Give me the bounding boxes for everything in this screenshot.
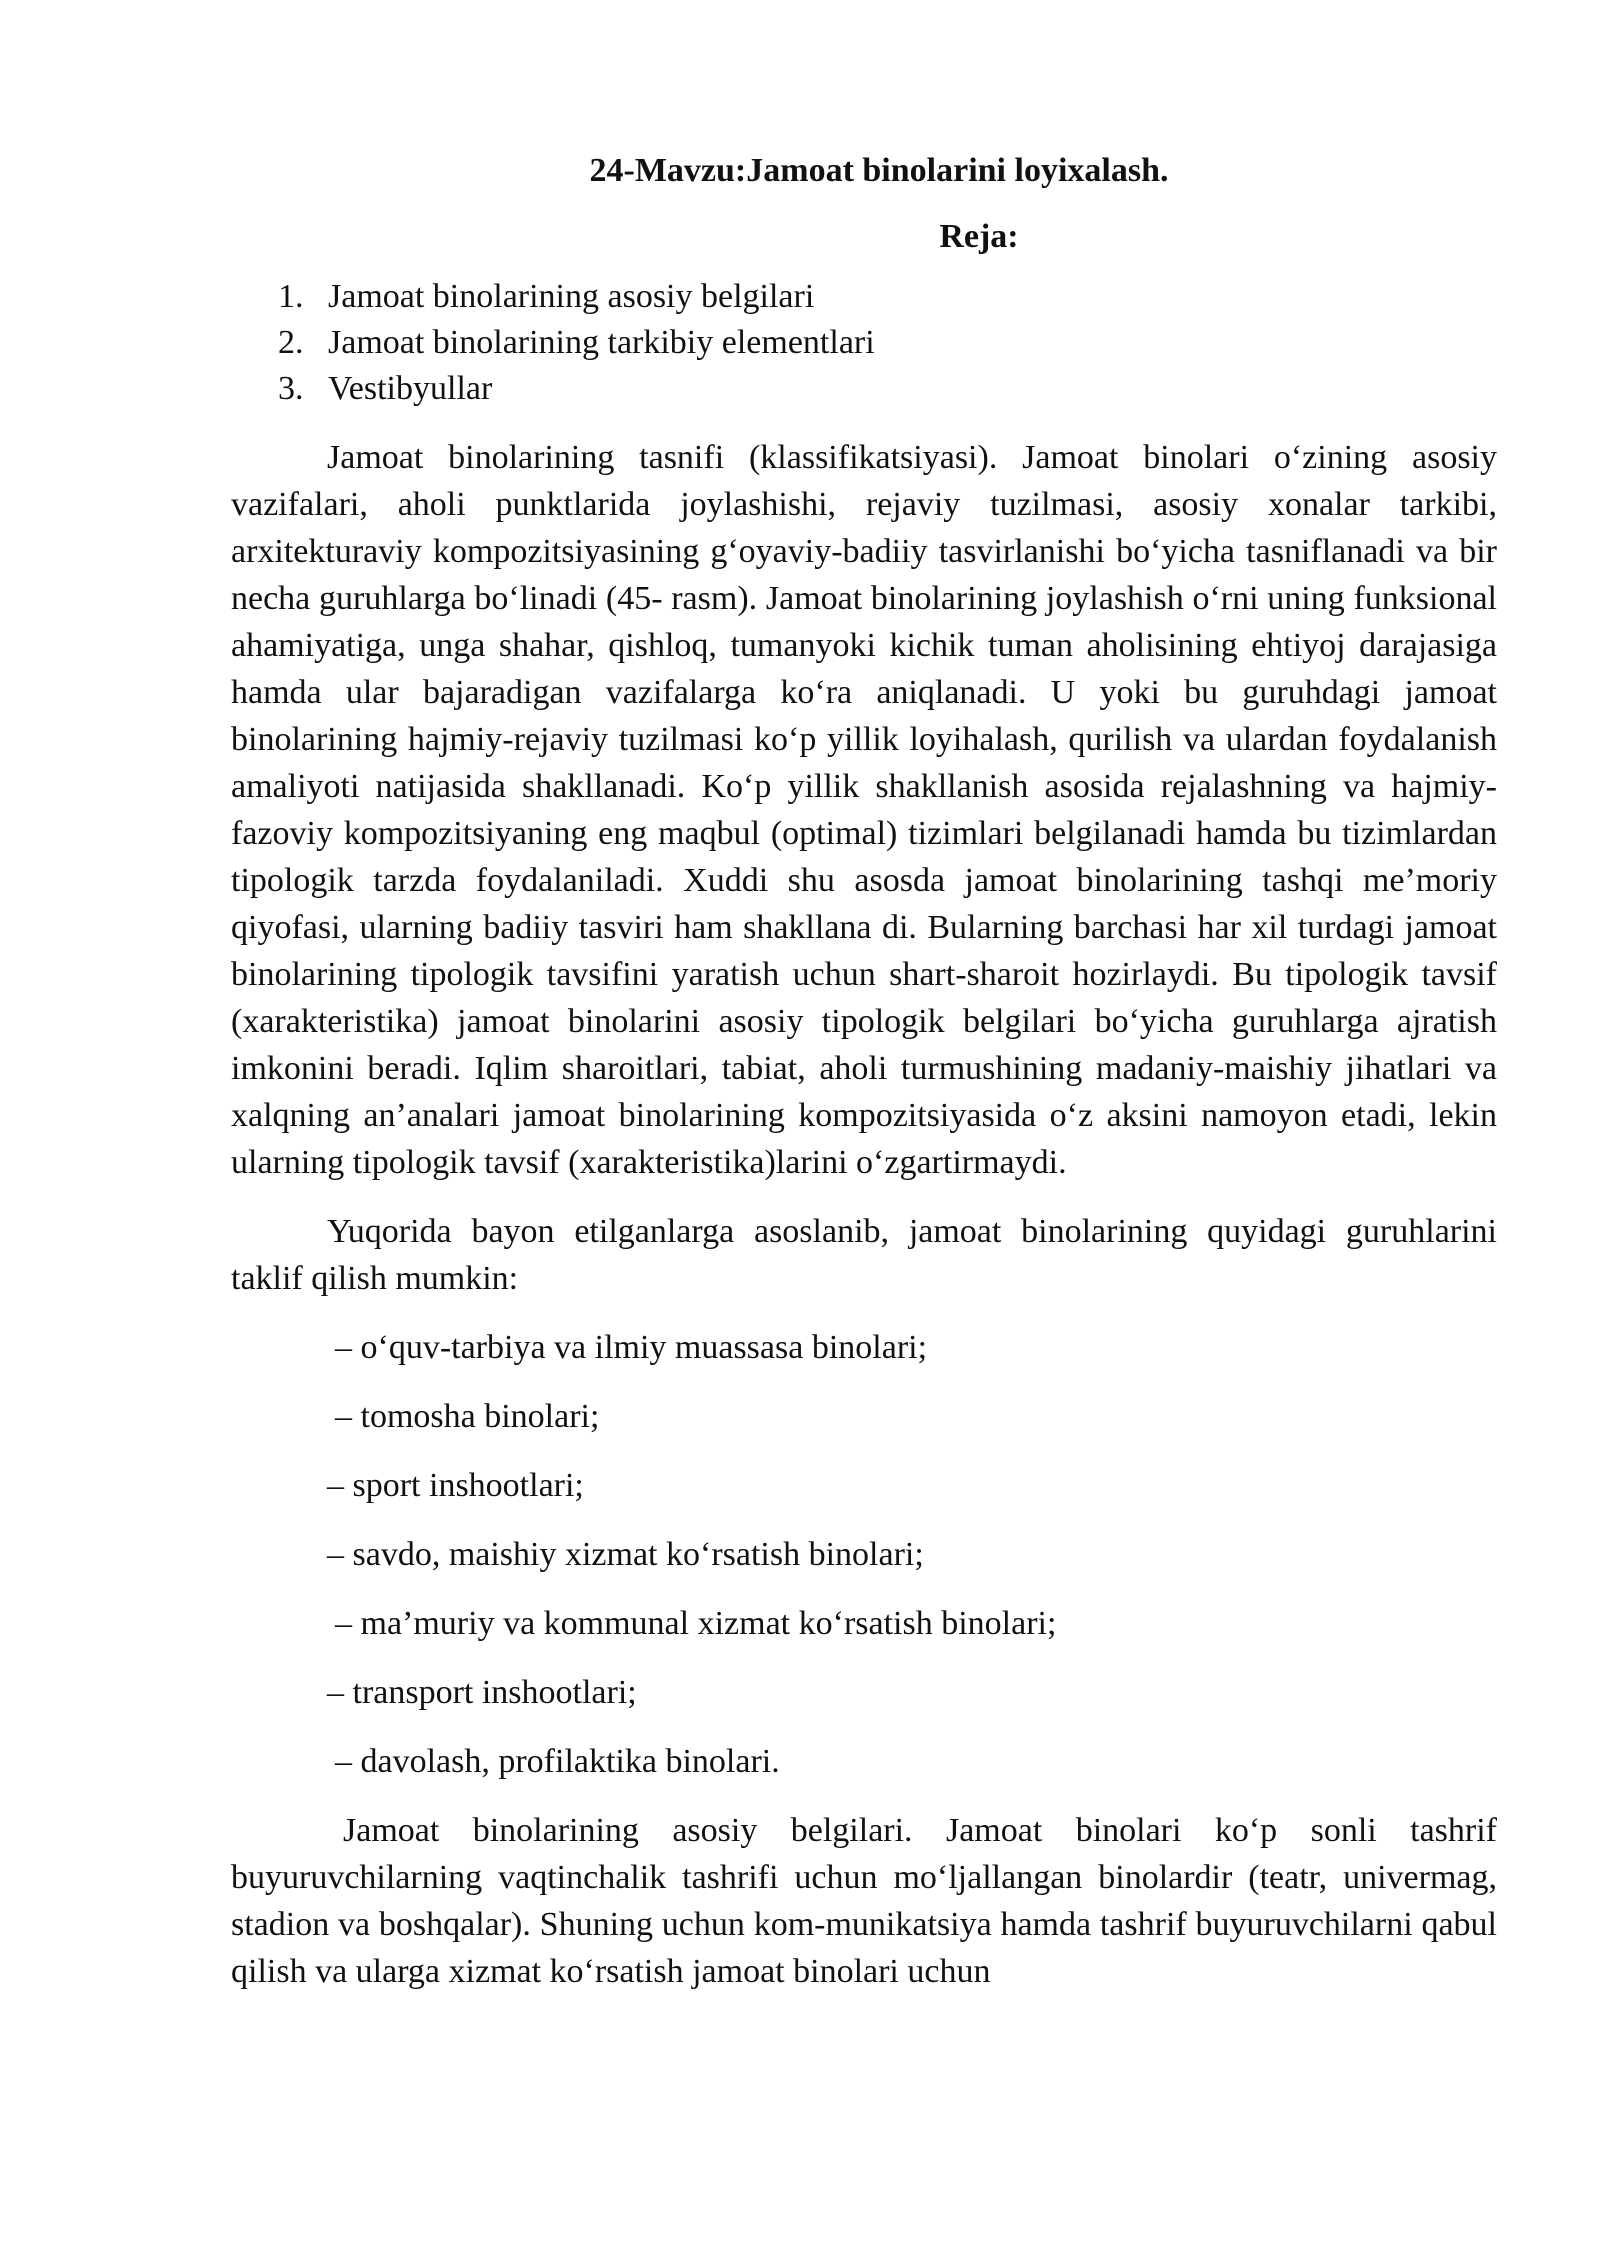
main-features-paragraph: Jamoat binolarining asosiy belgilari. Jamoat binolari ko‘p sonli tashrif buyuruvchilarning vaqtinchalik tashrifi uchun mo‘ljallangan binolardir (teatr, univermag, stadion va boshqalar). Shuning uchun kom-munikatsiya hamda tashrif buyuruvchilarni qabul qilish va ularga xizmat ko‘rsatish jamoat binolari uchun — [231, 1812, 1497, 1990]
plan-item-number: 3. — [278, 370, 304, 407]
plan-item-number: 2. — [278, 324, 304, 361]
groups-intro-paragraph: Yuqorida bayon etilganlarga asoslanib, jamoat binolarining quyidagi guruhlarini taklif qilish mumkin: — [231, 1213, 1497, 1297]
building-groups-list — [231, 1324, 1497, 1785]
plan-item-text: Jamoat binolarining tarkibiy elementlari — [328, 324, 875, 361]
plan-heading: Reja: — [939, 218, 1019, 255]
plan-item — [231, 274, 1497, 320]
plan-item-text: Jamoat binolarining asosiy belgilari — [328, 278, 815, 315]
group-item: – davolash, profilaktika binolari. — [335, 1743, 780, 1780]
plan-list — [231, 274, 1497, 412]
classification-paragraph: Jamoat binolarining tasnifi (klassifikatsiyasi). Jamoat binolari o‘zining asosiy vazifalari, aholi punktlarida joylashishi, rejaviy tuzilmasi, asosiy xonalar tarkibi, arxitekturaviy kompozitsiyasining g‘oyaviy-badiiy tasvirlanishi bo‘yicha tasniflanadi va bir necha guruhlarga bo‘linadi (45- rasm). Jamoat binolarining joylashish o‘rni uning funksional ahamiyatiga, unga shahar, qishloq, tumanyoki kichik tuman aholisining ehtiyoj darajasiga hamda ular bajaradigan vazifalarga ko‘ra aniqlanadi. U yoki bu guruhdagi jamoat binolarining hajmiy-rejaviy tuzilmasi ko‘p yillik loyihalash, qurilish va ulardan foydalanish amaliyoti natijasida shakllanadi. Ko‘p yillik shakllanish asosida rejalashning va hajmiy-fazoviy kompozitsiyaning eng maqbul (optimal) tizimlari belgilanadi hamda bu tizimlardan tipologik tarzda foydalaniladi. Xuddi shu asosda jamoat binolarining tashqi me’moriy qiyofasi, ularning badiiy tasviri ham shakllana di. Bularning barchasi har xil turdagi jamoat binolarining tipologik tavsifini yaratish uchun shart-sharoit hozirlaydi. Bu tipologik tavsif (xarakteristika) jamoat binolarini asosiy tipologik belgilari bo‘yicha guruhlarga ajratish imkonini beradi. Iqlim sharoitlari, tabiat, aholi turmushining madaniy-maishiy jihatlari va xalqning an’analari jamoat binolarining kompozitsiyasida o‘z aksini namoyon etadi, lekin ularning tipologik tavsif (xarakteristika)larini o‘zgartirmaydi. — [231, 439, 1497, 1181]
plan-item — [231, 366, 1497, 412]
group-item: – sport inshootlari; — [327, 1467, 584, 1504]
plan-item-number: 1. — [278, 278, 304, 315]
group-item: – transport inshootlari; — [327, 1674, 637, 1711]
group-item: – o‘quv-tarbiya va ilmiy muassasa binolari; — [335, 1329, 928, 1366]
document-title: 24-Mavzu:Jamoat binolarini loyixalash. — [589, 152, 1169, 189]
document-page — [231, 148, 1497, 2017]
group-item: – ma’muriy va kommunal xizmat ko‘rsatish binolari; — [335, 1605, 1057, 1642]
group-item: – tomosha binolari; — [335, 1398, 600, 1435]
plan-item-text: Vestibyullar — [328, 370, 493, 407]
plan-item — [231, 320, 1497, 366]
group-item: – savdo, maishiy xizmat ko‘rsatish binolari; — [327, 1536, 924, 1573]
